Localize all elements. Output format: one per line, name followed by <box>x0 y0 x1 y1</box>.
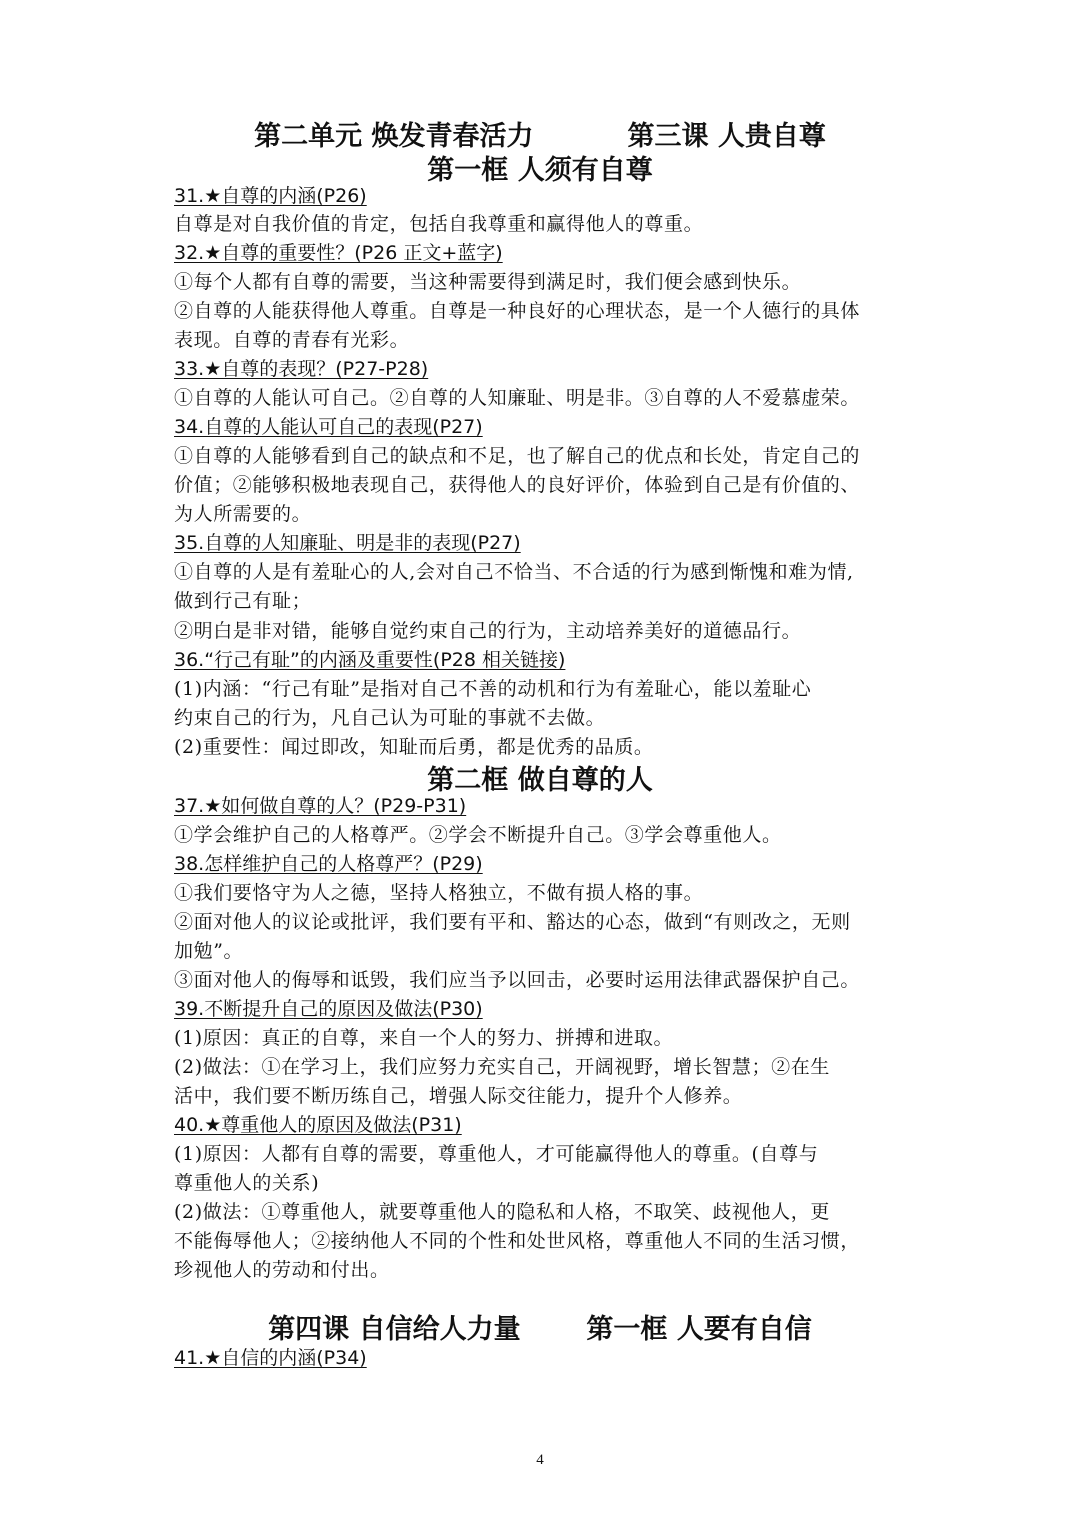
answer-35-line-3: ②明白是非对错，能够自觉约束自己的行为，主动培养美好的道德品行。 <box>174 620 802 642</box>
question-35: 35.自尊的人知廉耻、明是非的表现(P27) <box>174 532 521 554</box>
question-39: 39.不断提升自己的原因及做法(P30) <box>174 998 483 1020</box>
question-34: 34.自尊的人能认可自己的表现(P27) <box>174 416 483 438</box>
question-32: 32.★自尊的重要性？(P26 正文+蓝字) <box>174 242 503 264</box>
answer-38-line-1: ①我们要恪守为人之德，坚持人格独立，不做有损人格的事。 <box>174 882 704 904</box>
answer-35-line-1: ①自尊的人是有羞耻心的人,会对自己不恰当、不合适的行为感到惭愧和难为情, <box>174 561 854 583</box>
page-number: 4 <box>536 1452 544 1468</box>
answer-40-line-3: (2)做法：①尊重他人，就要尊重他人的隐私和人格，不取笑、歧视他人，更 <box>174 1201 830 1223</box>
answer-39-line-3: 活中，我们要不断历练自己，增强人际交往能力，提升个人修养。 <box>174 1085 743 1107</box>
answer-32-line-1: ①每个人都有自尊的需要，当这种需要得到满足时，我们便会感到快乐。 <box>174 271 802 293</box>
answer-40-line-5: 珍视他人的劳动和付出。 <box>174 1259 390 1281</box>
answer-39-line-2: (2)做法：①在学习上，我们应努力充实自己，开阔视野，增长智慧；②在生 <box>174 1056 830 1078</box>
question-37: 37.★如何做自尊的人？(P29-P31) <box>174 795 467 817</box>
answer-40-line-2: 尊重他人的关系) <box>174 1172 320 1194</box>
answer-34-line-1: ①自尊的人能够看到自己的缺点和不足，也了解自己的优点和长处，肯定自己的 <box>174 445 861 467</box>
answer-31-line-1: 自尊是对自我价值的肯定，包括自我尊重和赢得他人的尊重。 <box>174 213 704 235</box>
answer-38-line-3: 加勉”。 <box>174 940 244 962</box>
answer-36-line-1: (1)内涵：“行己有耻”是指对自己不善的动机和行为有羞耻心，能以羞耻心 <box>174 678 812 700</box>
answer-37-line-1: ①学会维护自己的人格尊严。②学会不断提升自己。③学会尊重他人。 <box>174 824 782 846</box>
frame1-heading: 第一框 人须有自尊 <box>427 155 653 186</box>
question-33: 33.★自尊的表现？(P27-P28) <box>174 358 429 380</box>
answer-40-line-1: (1)原因：人都有自尊的需要，尊重他人，才可能赢得他人的尊重。(自尊与 <box>174 1143 819 1165</box>
lesson4-heading: 第四课 自信给人力量 第一框 人要有自信 <box>268 1314 812 1345</box>
question-31: 31.★自尊的内涵(P26) <box>174 185 367 207</box>
question-41: 41.★自信的内涵(P34) <box>174 1347 367 1369</box>
answer-36-line-2: 约束自己的行为，凡自己认为可耻的事就不去做。 <box>174 707 606 729</box>
answer-34-line-3: 为人所需要的。 <box>174 503 312 525</box>
frame2-heading: 第二框 做自尊的人 <box>427 765 653 796</box>
answer-38-line-2: ②面对他人的议论或批评，我们要有平和、豁达的心态，做到“有则改之，无则 <box>174 911 851 933</box>
question-36: 36.“行己有耻”的内涵及重要性(P28 相关链接) <box>174 649 566 671</box>
question-38: 38.怎样维护自己的人格尊严？(P29) <box>174 853 483 875</box>
answer-39-line-1: (1)原因：真正的自尊，来自一个人的努力、拼搏和进取。 <box>174 1027 674 1049</box>
answer-34-line-2: 价值；②能够积极地表现自己，获得他人的良好评价，体验到自己是有价值的、 <box>174 474 861 496</box>
answer-38-line-4: ③面对他人的侮辱和诋毁，我们应当予以回击，必要时运用法律武器保护自己。 <box>174 969 861 991</box>
unit-lesson-heading: 第二单元 焕发青春活力 第三课 人贵自尊 <box>254 121 826 152</box>
answer-40-line-4: 不能侮辱他人；②接纳他人不同的个性和处世风格，尊重他人不同的生活习惯， <box>174 1230 861 1252</box>
answer-36-line-3: (2)重要性：闻过即改，知耻而后勇，都是优秀的品质。 <box>174 736 654 758</box>
answer-33-line-1: ①自尊的人能认可自己。②自尊的人知廉耻、明是非。③自尊的人不爱慕虚荣。 <box>174 387 861 409</box>
answer-32-line-3: 表现。自尊的青春有光彩。 <box>174 329 410 351</box>
answer-35-line-2: 做到行己有耻； <box>174 590 312 612</box>
question-40: 40.★尊重他人的原因及做法(P31) <box>174 1114 462 1136</box>
answer-32-line-2: ②自尊的人能获得他人尊重。自尊是一种良好的心理状态，是一个人德行的具体 <box>174 300 861 322</box>
